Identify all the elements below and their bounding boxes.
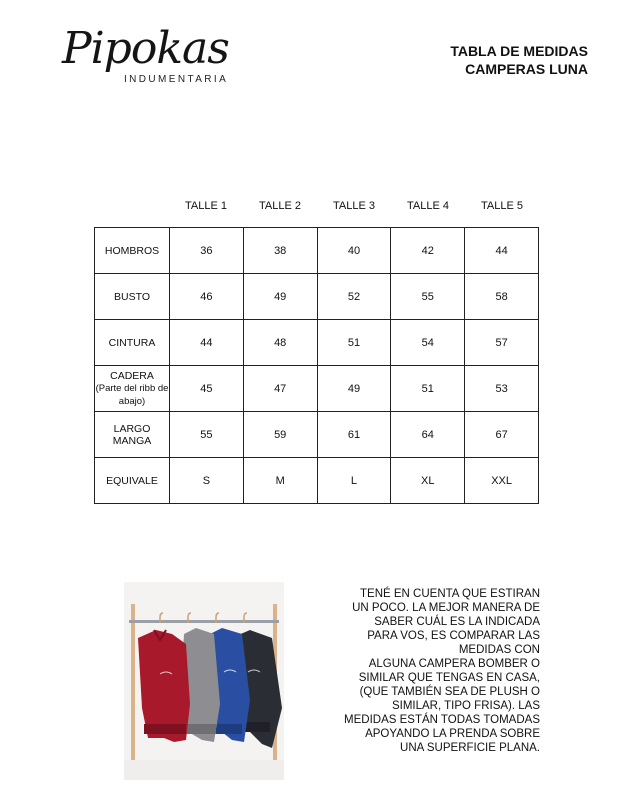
table-cell: 53 [465,366,539,412]
row-label: CINTURA [95,320,170,366]
brand-subtitle: INDUMENTARIA [124,74,229,85]
column-header: TALLE 3 [333,200,375,212]
table-cell: XXL [465,458,539,504]
note-line: SIMILAR QUE TENGAS EN CASA, [358,672,540,684]
row-label [95,366,170,412]
table-cell: 38 [243,228,317,274]
page-title [450,42,588,78]
table-cell: 51 [317,320,391,366]
table-cell: 46 [170,274,244,320]
size-table [94,227,539,504]
table-cell: 51 [391,366,465,412]
table-cell: S [170,458,244,504]
table-cell: 57 [465,320,539,366]
table-row [95,412,539,458]
table-cell: 64 [391,412,465,458]
note-line: APOYANDO LA PRENDA SOBRE [365,728,540,740]
column-header: TALLE 4 [407,200,449,212]
table-cell: M [243,458,317,504]
row-label-main: CADERA [110,369,154,382]
note-line: UN POCO. LA MEJOR MANERA DE [352,602,540,614]
table-row [95,366,539,412]
table-cell: 49 [317,366,391,412]
table-cell: 54 [391,320,465,366]
table-cell: 48 [243,320,317,366]
note-line: ALGUNA CAMPERA BOMBER O [368,658,540,670]
jackets-illustration [124,582,284,780]
note-line: SIMILAR, TIPO FRISA). LAS [391,700,540,712]
row-label: BUSTO [95,274,170,320]
table-cell: 42 [391,228,465,274]
brand-logo [62,24,242,94]
table-cell: 36 [170,228,244,274]
rack-bar [129,620,279,623]
table-row [95,228,539,274]
brand-name: Pipokas [62,23,229,74]
row-label: EQUIVALE [95,458,170,504]
table-row [95,274,539,320]
table-cell: 44 [465,228,539,274]
table-cell: L [317,458,391,504]
note-line: MEDIDAS CON [458,644,540,656]
row-label: HOMBROS [95,228,170,274]
table-cell: 45 [170,366,244,412]
table-cell: 59 [243,412,317,458]
measurement-note [330,587,540,755]
table-cell: XL [391,458,465,504]
note-line: MEDIDAS ESTÁN TODAS TOMADAS [344,714,540,726]
table-cell: 49 [243,274,317,320]
title-line-2: CAMPERAS LUNA [465,61,588,77]
note-line: UNA SUPERFICIE PLANA. [400,742,540,754]
table-cell: 58 [465,274,539,320]
column-header: TALLE 5 [481,200,523,212]
table-cell: 52 [317,274,391,320]
note-line: (QUE TAMBIÉN SEA DE PLUSH O [359,686,540,698]
table-cell: 55 [170,412,244,458]
column-header: TALLE 2 [259,200,301,212]
note-line: TENÉ EN CUENTA QUE ESTIRAN [360,588,540,600]
row-label-note: (Parte del ribb de abajo) [95,382,169,407]
table-cell: 44 [170,320,244,366]
note-line: SABER CUÁL ES LA INDICADA [374,616,540,628]
table-cell: 47 [243,366,317,412]
column-header: TALLE 1 [185,200,227,212]
jackets-photo [124,582,284,780]
table-row [95,320,539,366]
table-cell: 55 [391,274,465,320]
title-line-1: TABLA DE MEDIDAS [450,43,588,59]
note-line: PARA VOS, ES COMPARAR LAS [367,630,540,642]
table-cell: 67 [465,412,539,458]
table-cell: 61 [317,412,391,458]
rack-post-left [131,604,135,780]
table-row [95,458,539,504]
row-label: LARGO MANGA [95,412,170,458]
size-column-headers [95,200,539,220]
table-cell: 40 [317,228,391,274]
